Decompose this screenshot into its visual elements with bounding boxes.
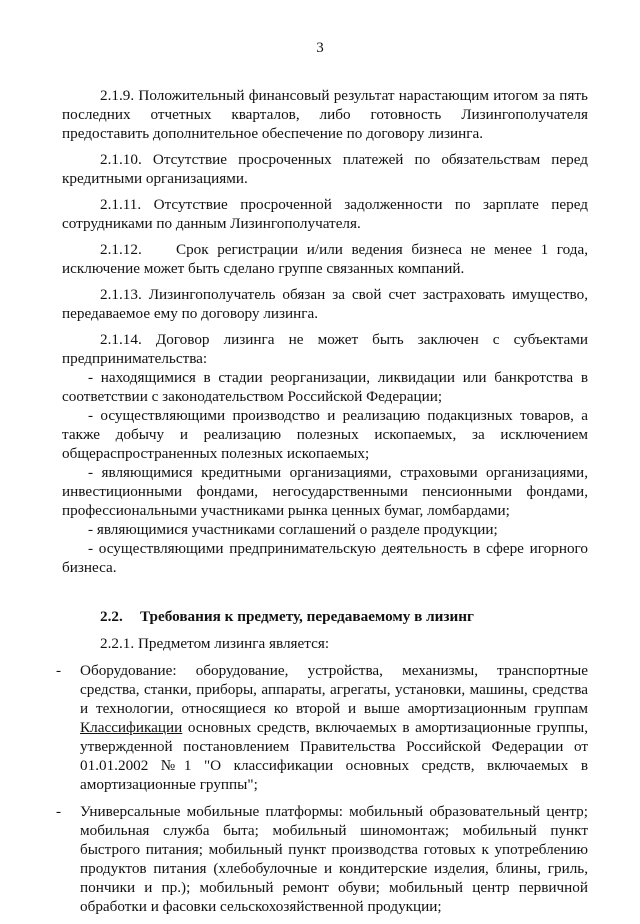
exclusion-item: - осуществляющими производство и реализацию подакцизных товаров, а также добычу и реализацию полезных ископаемых, за исключением общераспространенных полезных ископаемых;	[62, 407, 588, 462]
document-body	[56, 86, 592, 924]
paragraph-2-1-13: 2.1.13. Лизингополучатель обязан за свой счет застраховать имущество, передаваемое ему по договору лизинга.	[62, 286, 588, 322]
section-number: 2.2.	[100, 608, 123, 625]
paragraph-2-1-12: 2.1.12. Срок регистрации и/или ведения бизнеса не менее 1 года, исключение может быть сделано группе связанных компаний.	[62, 241, 592, 277]
item-text: Оборудование: оборудование, устройства, механизмы, транспортные средства, станки, приборы, аппараты, агрегаты, установки, машины, средства и технологии, относящиеся ко второй и выше амортизационным группам	[80, 662, 588, 717]
leasing-subject-item	[56, 661, 588, 794]
exclusion-list	[62, 368, 588, 577]
paragraph-2-1-9: 2.1.9. Положительный финансовый результат нарастающим итогом за пять последних отчетных кварталов, либо готовность Лизингополучателя предоставить дополнительное обеспечение по договору лизинга.	[62, 87, 588, 142]
paragraph-2-1-10: 2.1.10. Отсутствие просроченных платежей по обязательствам перед кредитными организациями.	[62, 151, 588, 187]
paragraph-2-1-11: 2.1.11. Отсутствие просроченной задолженности по зарплате перед сотрудниками по данным Лизингополучателя.	[62, 196, 588, 232]
paragraph-2-1-14: 2.1.14. Договор лизинга не может быть заключен с субъектами предпринимательства:	[62, 331, 588, 367]
exclusion-item: - находящимися в стадии реорганизации, ликвидации или банкротства в соответствии с законодательством Российской Федерации;	[62, 369, 588, 405]
exclusion-item: - являющимися кредитными организациями, страховыми организациями, инвестиционными фондами, негосударственными пенсионными фондами, профессиональными участниками рынка ценных бумаг, ломбардами;	[62, 464, 588, 519]
item-text: основных средств, включаемых в амортизационные группы, утвержденной постановлением Правительства Российской Федерации от 01.01.2002 №1 "О классификации основных средств, включаемых в амортизационные группы";	[80, 719, 588, 793]
dash-marker: -	[56, 662, 62, 679]
subsection-2-2-1: 2.2.1. Предметом лизинга является:	[100, 635, 330, 652]
section-title: Требования к предмету, передаваемому в лизинг	[140, 608, 474, 625]
section-heading	[100, 607, 588, 626]
exclusion-item: - являющимися участниками соглашений о разделе продукции;	[88, 521, 498, 538]
dash-marker: -	[56, 803, 62, 820]
classification-link[interactable]: Классификации	[80, 719, 183, 736]
leasing-subject-item	[56, 802, 588, 916]
page-number: 3	[316, 40, 324, 56]
exclusion-item: - осуществляющими предпринимательскую деятельность в сфере игорного бизнеса.	[62, 540, 588, 576]
item-text: Универсальные мобильные платформы: мобильный образовательный центр; мобильная служба быта; мобильный шиномонтаж; мобильный пункт быстрого питания; мобильный пункт производства готовых к употреблению продуктов питания (хлебобулочные и кондитерские изделия, блины, гриль, пончики и пр.); мобильный ремонт обуви; мобильный центр первичной обработки и фасовки сельскохозяйственной продукции;	[80, 803, 588, 915]
